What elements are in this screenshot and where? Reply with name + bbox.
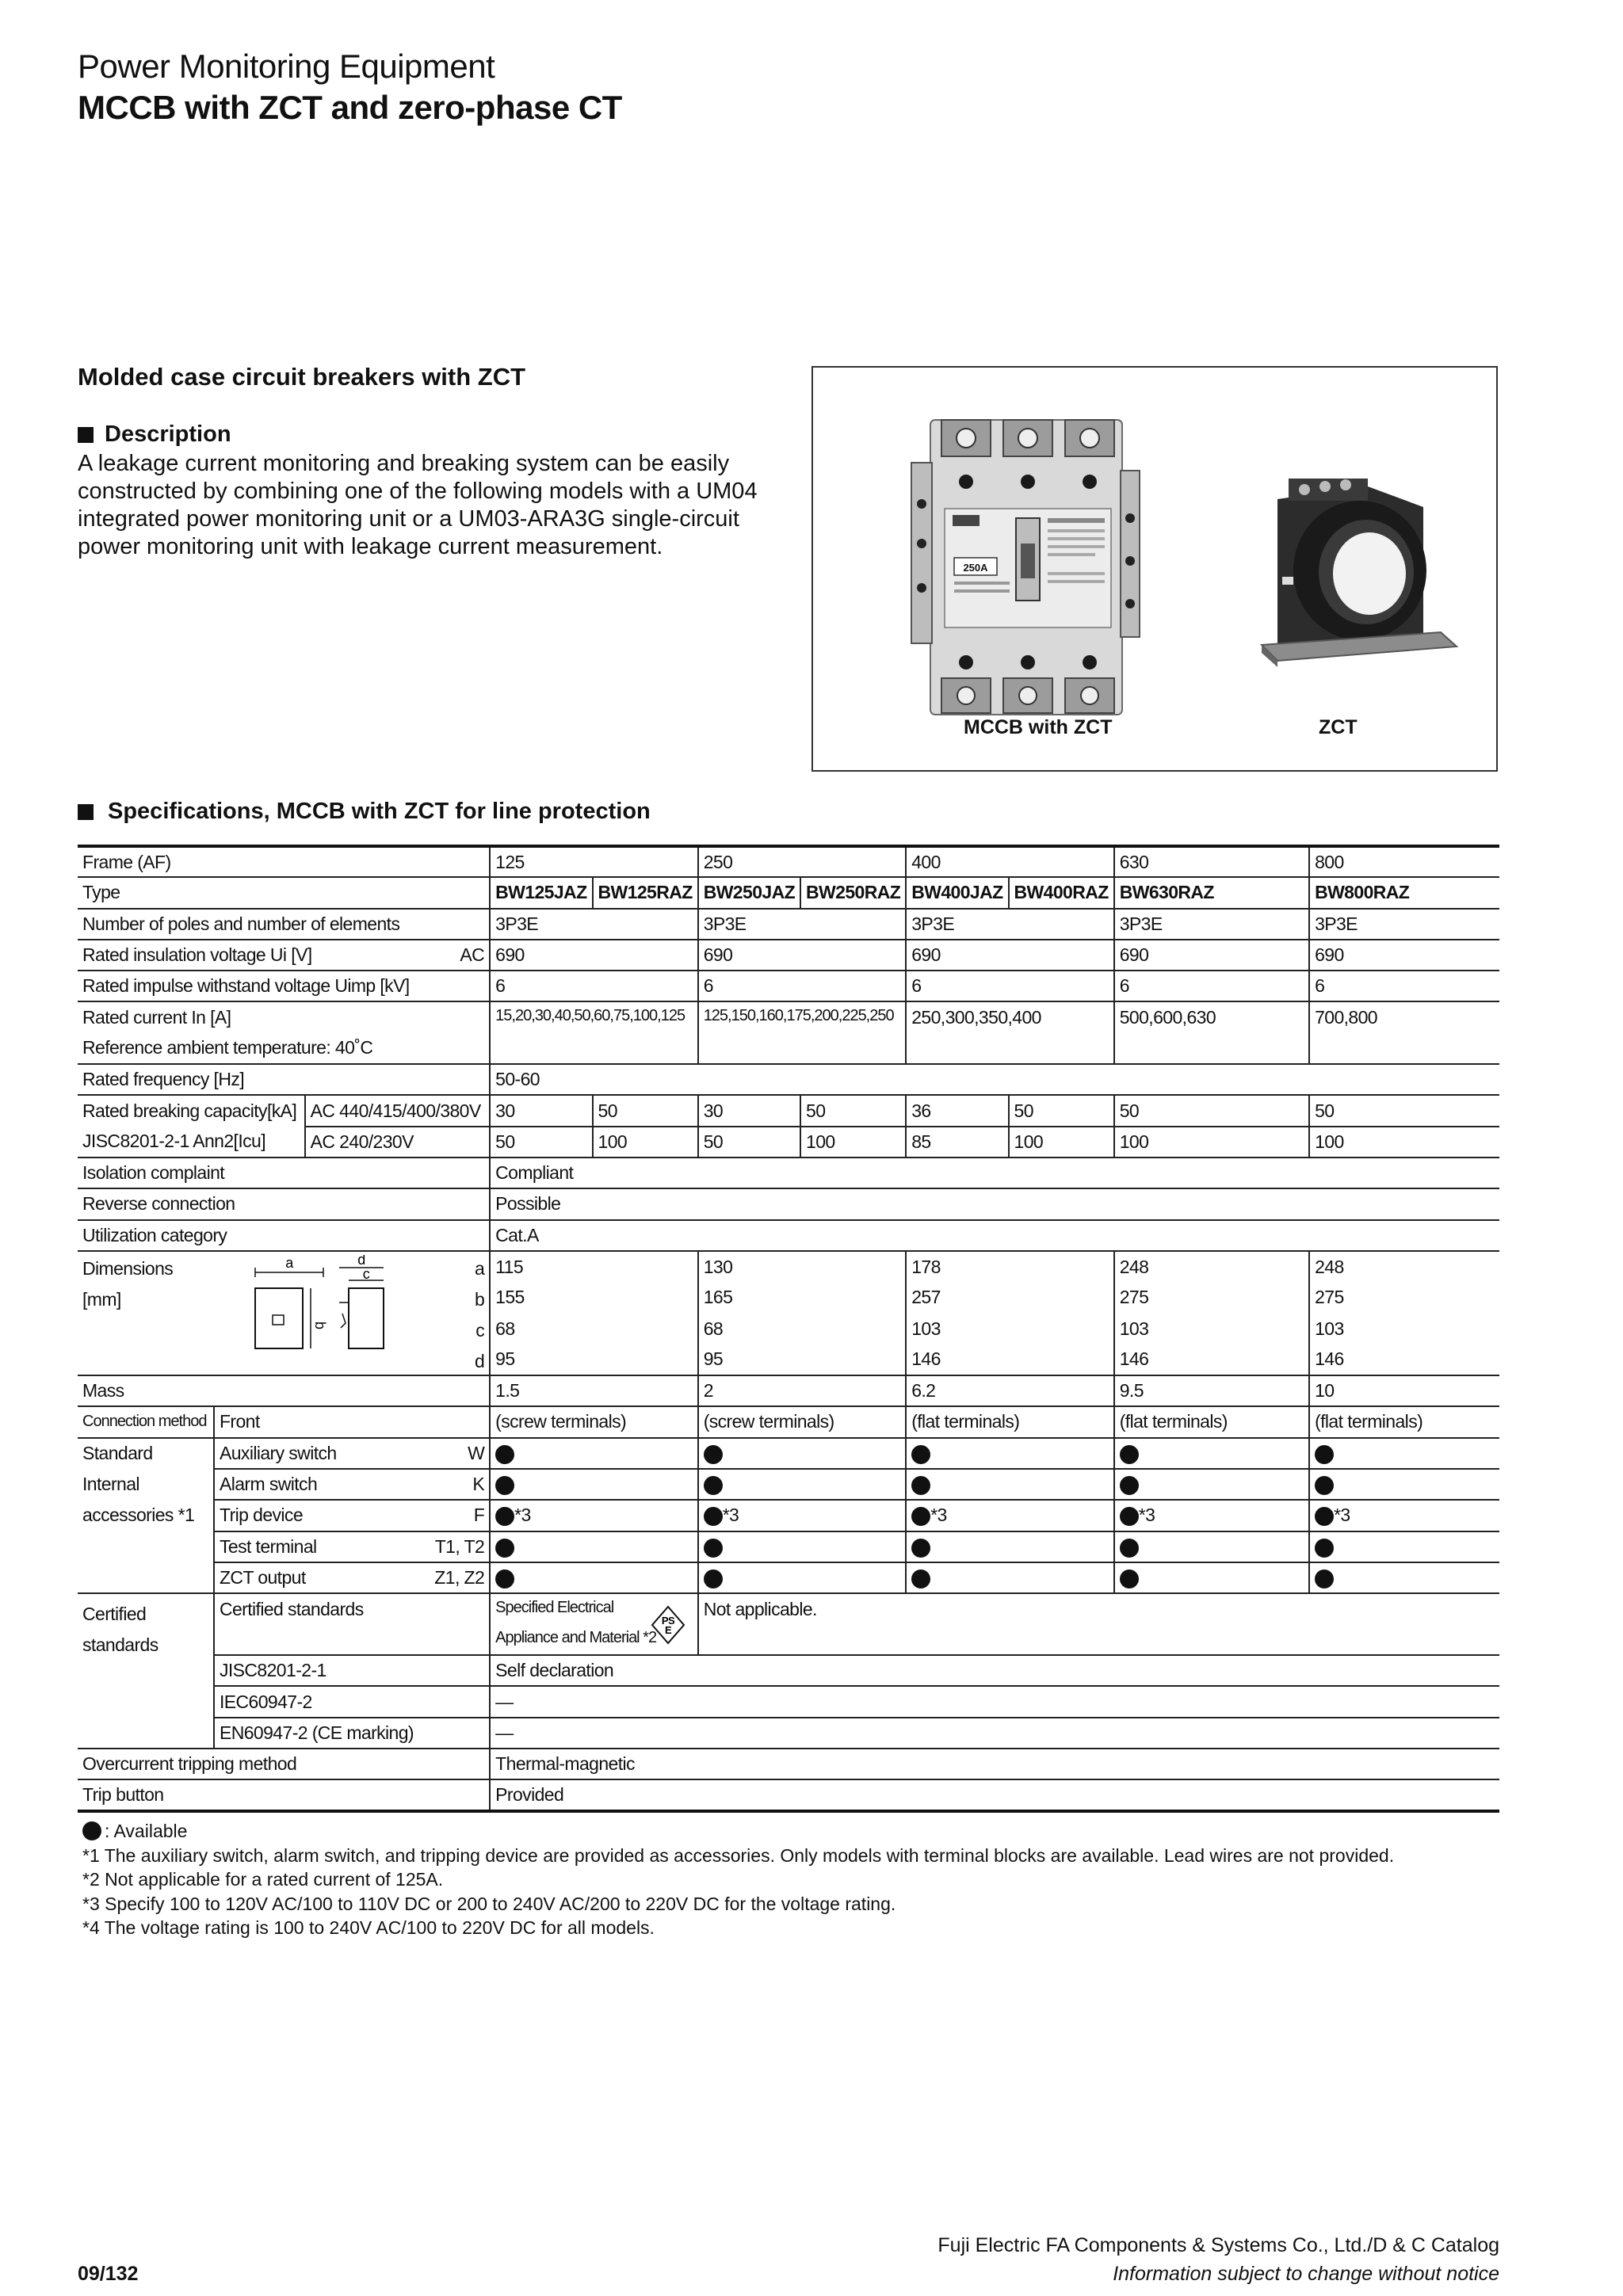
accessory-code: F [473, 1505, 485, 1526]
table-cell: 100 [1009, 1127, 1114, 1158]
table-cell: 3P3E [698, 909, 907, 940]
table-row-overcurrent [78, 1749, 1499, 1779]
accessory-name: Trip device [219, 1505, 304, 1526]
row-label: Internal [82, 1474, 139, 1495]
table-cell: 275 [1309, 1282, 1499, 1313]
footnote-2: *2 Not applicable for a rated current of 125A. [82, 1869, 444, 1890]
table-cell: 115 [490, 1251, 698, 1282]
table-cell: — [490, 1686, 1499, 1717]
row-sublabel: AC 440/415/400/380V [305, 1095, 491, 1126]
dim-key-a: a [474, 1257, 485, 1279]
table-row-poles [78, 909, 1499, 940]
available-dot-icon [1120, 1507, 1139, 1526]
row-label [78, 1562, 214, 1593]
footnote-3: *3 Specify 100 to 120V AC/100 to 110V DC or 200 to 240V AC/200 to 220V DC for the voltage rating. [82, 1893, 896, 1914]
svg-text:a: a [285, 1254, 293, 1271]
table-row-breaking-2 [78, 1127, 1499, 1158]
table-cell: 3P3E [1309, 909, 1499, 940]
table-cell: 690 [1114, 940, 1309, 971]
mccb-image [813, 368, 1499, 773]
cert-label-line2: standards [82, 1634, 158, 1656]
table-cell: 130 [698, 1251, 907, 1282]
row-label: Utilization category [78, 1220, 490, 1251]
table-cell: 100 [1114, 1127, 1309, 1158]
table-row-type [78, 877, 1499, 908]
available-dot-icon [495, 1445, 514, 1464]
bullet-square-icon [78, 804, 94, 820]
accessory-name: ZCT output [219, 1566, 306, 1588]
pse-line2: Appliance and Material *2 [495, 1629, 657, 1647]
available-dot-icon [1315, 1445, 1334, 1464]
row-label: Rated current In [A] [82, 1007, 231, 1028]
table-cell: 690 [698, 940, 907, 971]
available-dot-icon [704, 1476, 723, 1495]
table-cell [698, 1469, 907, 1500]
table-cell: Thermal-magnetic [490, 1749, 1499, 1779]
table-cell: 85 [906, 1127, 1008, 1158]
available-dot-icon [704, 1445, 723, 1464]
available-dot-icon [1120, 1476, 1139, 1495]
table-row-connection [78, 1406, 1499, 1437]
available-dot-icon [1315, 1507, 1334, 1526]
table-cell: 100 [1309, 1127, 1499, 1158]
row-sublabel: EN60947-2 (CE marking) [214, 1718, 490, 1749]
page-title: MCCB with ZCT and zero-phase CT [78, 89, 622, 126]
table-cell: 68 [490, 1313, 698, 1344]
available-dot-icon [495, 1507, 514, 1526]
table-cell: 103 [1309, 1313, 1499, 1344]
available-dot-icon [1315, 1569, 1334, 1589]
table-cell: 30 [698, 1095, 800, 1126]
table-cell: Not applicable. [698, 1593, 1499, 1655]
accessory-code: T1, T2 [434, 1535, 485, 1557]
dimensions-label: Dimensions [82, 1257, 174, 1279]
table-row-reverse [78, 1188, 1499, 1219]
table-cell: Self declaration [490, 1655, 1499, 1686]
table-cell: 50 [1009, 1095, 1114, 1126]
row-label [78, 1531, 214, 1562]
legend-text: : Available [105, 1821, 188, 1841]
dimension-diagram [244, 1255, 403, 1366]
footnote-ref: *3 [930, 1505, 947, 1526]
footnote-1: *1 The auxiliary switch, alarm switch, and tripping device are provided as accessories. Only models with terminal blocks are available. Lead wires are not provided. [82, 1844, 1395, 1866]
table-cell: 146 [906, 1344, 1114, 1375]
row-label: Rated breaking capacity[kA] [82, 1100, 297, 1122]
table-cell: 400 [906, 846, 1114, 877]
table-cell: 800 [1309, 846, 1499, 877]
table-cell [1309, 1469, 1499, 1500]
table-row-frame [78, 846, 1499, 877]
accessory-name: Alarm switch [219, 1474, 318, 1495]
row-label: Number of poles and number of elements [78, 909, 490, 940]
product-photo-box [812, 366, 1498, 772]
table-cell: 36 [906, 1095, 1008, 1126]
row-sublabel [214, 1469, 490, 1500]
row-sublabel: AC 240/230V [305, 1127, 491, 1158]
spec-heading-text: Specifications, MCCB with ZCT for line protection [108, 799, 651, 824]
footnotes [82, 1819, 1394, 1940]
table-cell: 125 [490, 846, 698, 877]
accessory-code: W [468, 1442, 485, 1463]
description-heading-text: Description [105, 421, 231, 447]
available-dot-icon [82, 1821, 101, 1840]
row-label: Rated frequency [Hz] [78, 1064, 490, 1095]
table-cell [1114, 1531, 1309, 1562]
table-cell: 50 [1114, 1095, 1309, 1126]
row-label: Isolation complaint [78, 1158, 490, 1188]
table-cell: 50 [593, 1095, 698, 1126]
table-cell: (flat terminals) [1114, 1406, 1309, 1437]
row-label: Connection method [78, 1406, 214, 1437]
table-row-utilization [78, 1220, 1499, 1251]
table-row-mass [78, 1375, 1499, 1406]
available-dot-icon [911, 1476, 930, 1495]
table-cell [906, 1438, 1114, 1469]
table-cell: 30 [490, 1095, 592, 1126]
table-cell: 95 [698, 1344, 907, 1375]
table-cell: 146 [1309, 1344, 1499, 1375]
row-label-ac: AC [460, 944, 485, 966]
table-cell: 6 [1114, 971, 1309, 1001]
table-cell: 630 [1114, 846, 1309, 877]
accessory-name: Test terminal [219, 1535, 317, 1557]
row-label [78, 940, 490, 971]
table-cell: 95 [490, 1344, 698, 1375]
table-cell: 50 [698, 1127, 800, 1158]
table-row-breaking-1 [78, 1095, 1499, 1126]
table-cell [906, 1531, 1114, 1562]
table-cell: 248 [1309, 1251, 1499, 1282]
zct-illustration [1262, 479, 1457, 667]
table-cell [1114, 1438, 1309, 1469]
table-cell: (screw terminals) [698, 1406, 907, 1437]
row-label: JISC8201-2-1 Ann2[Icu] [78, 1127, 305, 1158]
table-cell [490, 1531, 698, 1562]
row-sublabel: Certified standards [214, 1593, 490, 1655]
table-cell: (flat terminals) [906, 1406, 1114, 1437]
row-label: Reference ambient temperature: 40˚C [78, 1033, 490, 1064]
table-cell: Cat.A [490, 1220, 1499, 1251]
accessory-code: Z1, Z2 [434, 1566, 485, 1588]
row-label: accessories *1 [82, 1505, 195, 1526]
table-row-alarm-switch [78, 1469, 1499, 1500]
row-sublabel [214, 1562, 490, 1593]
legend [82, 1819, 1394, 1844]
table-cell: (flat terminals) [1309, 1406, 1499, 1437]
table-row-aux-switch [78, 1438, 1499, 1469]
row-sublabel: Front [214, 1406, 490, 1437]
mccb-rating-label: 250A [963, 562, 988, 574]
dim-key-d: d [474, 1350, 485, 1371]
table-cell: 690 [490, 940, 698, 971]
table-cell: 6 [1309, 971, 1499, 1001]
table-cell: 155 [490, 1282, 698, 1313]
available-dot-icon [704, 1539, 723, 1558]
available-dot-icon [1315, 1539, 1334, 1558]
dim-key-c: c [475, 1319, 485, 1341]
bullet-square-icon [78, 427, 94, 443]
table-row-iec [78, 1686, 1499, 1717]
row-sublabel: IEC60947-2 [214, 1686, 490, 1717]
table-cell: 165 [698, 1282, 907, 1313]
table-cell: 125,150,160,175,200,225,250 [698, 1001, 907, 1064]
table-row-dim-a [78, 1251, 1499, 1282]
accessory-name: Auxiliary switch [219, 1442, 337, 1463]
table-cell [906, 1562, 1114, 1593]
row-sublabel [214, 1438, 490, 1469]
table-cell: BW400JAZ [906, 877, 1008, 908]
available-dot-icon [1120, 1539, 1139, 1558]
table-cell: 250 [698, 846, 907, 877]
footer-notice: Information subject to change without notice [1113, 2263, 1499, 2285]
cert-label-line1: Certified [82, 1604, 147, 1625]
table-cell [490, 1562, 698, 1593]
table-cell: (screw terminals) [490, 1406, 698, 1437]
table-row-jis [78, 1655, 1499, 1686]
table-cell [490, 1469, 698, 1500]
table-cell: 50 [800, 1095, 906, 1126]
dimensions-unit: [mm] [82, 1288, 121, 1310]
available-dot-icon [1120, 1445, 1139, 1464]
row-label: Overcurrent tripping method [78, 1749, 490, 1779]
table-cell: BW125RAZ [593, 877, 698, 908]
zct-caption: ZCT [1319, 716, 1358, 738]
footnote-ref: *3 [514, 1505, 531, 1526]
available-dot-icon [911, 1539, 930, 1558]
svg-text:PS: PS [662, 1615, 675, 1627]
table-cell: 6 [490, 971, 698, 1001]
available-dot-icon [495, 1476, 514, 1495]
table-row-isolation [78, 1158, 1499, 1188]
table-cell: Provided [490, 1779, 1499, 1810]
available-dot-icon [1120, 1569, 1139, 1589]
table-cell: 50-60 [490, 1064, 1499, 1095]
row-sublabel: JISC8201-2-1 [214, 1655, 490, 1686]
pse-line1: Specified Electrical [495, 1599, 614, 1617]
table-row-insulation [78, 940, 1499, 971]
table-cell: 690 [1309, 940, 1499, 971]
svg-text:c: c [362, 1265, 370, 1282]
mccb-breaker-illustration [911, 420, 1140, 715]
row-label: Mass [78, 1375, 490, 1406]
table-cell: BW250RAZ [800, 877, 906, 908]
table-cell: 50 [1309, 1095, 1499, 1126]
table-cell [1114, 1500, 1309, 1531]
table-cell: BW400RAZ [1009, 877, 1114, 908]
table-cell: 10 [1309, 1375, 1499, 1406]
table-cell [1114, 1562, 1309, 1593]
table-cell: 1.5 [490, 1375, 698, 1406]
table-row-trip-button [78, 1779, 1499, 1810]
row-label: Rated impulse withstand voltage Uimp [kV] [78, 971, 490, 1001]
row-sublabel [214, 1500, 490, 1531]
table-row-frequency [78, 1064, 1499, 1095]
available-dot-icon [704, 1569, 723, 1589]
row-label-text: Rated insulation voltage Ui [V] [82, 944, 312, 966]
table-cell [698, 1500, 907, 1531]
row-label: Type [78, 877, 490, 908]
table-row-impulse [78, 971, 1499, 1001]
table-cell: 250,300,350,400 [906, 1001, 1114, 1064]
available-dot-icon [704, 1507, 723, 1526]
dimensions-label-cell [78, 1251, 490, 1375]
table-cell: 3P3E [906, 909, 1114, 940]
footnote-4: *4 The voltage rating is 100 to 240V AC/100 to 220V DC for all models. [82, 1917, 655, 1938]
table-cell: Possible [490, 1188, 1499, 1219]
table-cell: — [490, 1718, 1499, 1749]
available-dot-icon [495, 1569, 514, 1589]
table-cell [490, 1500, 698, 1531]
table-cell: BW125JAZ [490, 877, 592, 908]
row-sublabel [214, 1531, 490, 1562]
table-cell: 103 [1114, 1313, 1309, 1344]
row-label: Standard [82, 1443, 153, 1464]
table-cell: BW630RAZ [1114, 877, 1309, 908]
table-cell [1309, 1562, 1499, 1593]
available-dot-icon [911, 1569, 930, 1589]
table-row-trip-device [78, 1500, 1499, 1531]
table-cell [490, 1438, 698, 1469]
table-cell [698, 1438, 907, 1469]
footer-company: Fuji Electric FA Components & Systems Co., Ltd./D & C Catalog [938, 2234, 1499, 2256]
footnote-ref: *3 [722, 1505, 739, 1526]
row-label: Frame (AF) [78, 846, 490, 877]
table-cell: 3P3E [490, 909, 698, 940]
table-cell: BW800RAZ [1309, 877, 1499, 908]
table-cell [1309, 1531, 1499, 1562]
available-dot-icon [1315, 1476, 1334, 1495]
description-heading [78, 421, 231, 448]
page-subtitle: Power Monitoring Equipment [78, 48, 495, 85]
dim-key-b: b [474, 1288, 485, 1310]
section-title: Molded case circuit breakers with ZCT [78, 363, 526, 391]
table-cell [906, 1500, 1114, 1531]
table-cell: 103 [906, 1313, 1114, 1344]
table-cell [1114, 1469, 1309, 1500]
table-row-current [78, 1001, 1499, 1032]
table-cell: 9.5 [1114, 1375, 1309, 1406]
available-dot-icon [911, 1445, 930, 1464]
table-cell: Compliant [490, 1158, 1499, 1188]
table-cell: 3P3E [1114, 909, 1309, 940]
page-number: 09/132 [78, 2263, 139, 2285]
footnote-ref: *3 [1138, 1505, 1155, 1526]
table-cell [490, 1593, 698, 1655]
spec-heading [78, 799, 651, 825]
table-cell [698, 1562, 907, 1593]
table-cell: 68 [698, 1313, 907, 1344]
table-cell: 50 [490, 1127, 592, 1158]
svg-text:E: E [665, 1624, 672, 1637]
table-row-certified [78, 1593, 1499, 1655]
table-cell: 100 [800, 1127, 906, 1158]
table-cell: 248 [1114, 1251, 1309, 1282]
available-dot-icon [911, 1507, 930, 1526]
table-cell: 178 [906, 1251, 1114, 1282]
table-cell: 500,600,630 [1114, 1001, 1309, 1064]
table-row-en [78, 1718, 1499, 1749]
table-cell: 100 [593, 1127, 698, 1158]
table-cell: 146 [1114, 1344, 1309, 1375]
svg-text:d: d [357, 1254, 365, 1268]
table-cell [906, 1469, 1114, 1500]
available-dot-icon [495, 1539, 514, 1558]
svg-text:b: b [312, 1321, 328, 1329]
table-cell [698, 1531, 907, 1562]
table-cell: 275 [1114, 1282, 1309, 1313]
spec-table [78, 845, 1499, 1813]
table-cell: 700,800 [1309, 1001, 1499, 1064]
table-cell: 257 [906, 1282, 1114, 1313]
table-cell [1309, 1438, 1499, 1469]
pse-mark-icon [651, 1605, 685, 1645]
table-cell: 690 [906, 940, 1114, 971]
table-cell: 15,20,30,40,50,60,75,100,125 [490, 1001, 698, 1064]
table-row-zct-output [78, 1562, 1499, 1593]
mccb-caption: MCCB with ZCT [964, 716, 1113, 738]
table-row-test-terminal [78, 1531, 1499, 1562]
row-label: Reverse connection [78, 1188, 490, 1219]
row-label: Trip button [78, 1779, 490, 1810]
table-cell: BW250JAZ [698, 877, 800, 908]
footnote-ref: *3 [1334, 1505, 1350, 1526]
table-cell: 6 [906, 971, 1114, 1001]
table-cell: 2 [698, 1375, 907, 1406]
row-label [78, 1593, 214, 1749]
description-text: A leakage current monitoring and breaking system can be easily constructed by combining one of the following models with a UM04 integrated power monitoring unit or a UM03-ARA3G single-circuit power monitoring unit with leakage current measurement. [78, 451, 758, 559]
table-cell: 6 [698, 971, 907, 1001]
accessory-code: K [472, 1474, 485, 1495]
table-cell: 6.2 [906, 1375, 1114, 1406]
table-cell [1309, 1500, 1499, 1531]
